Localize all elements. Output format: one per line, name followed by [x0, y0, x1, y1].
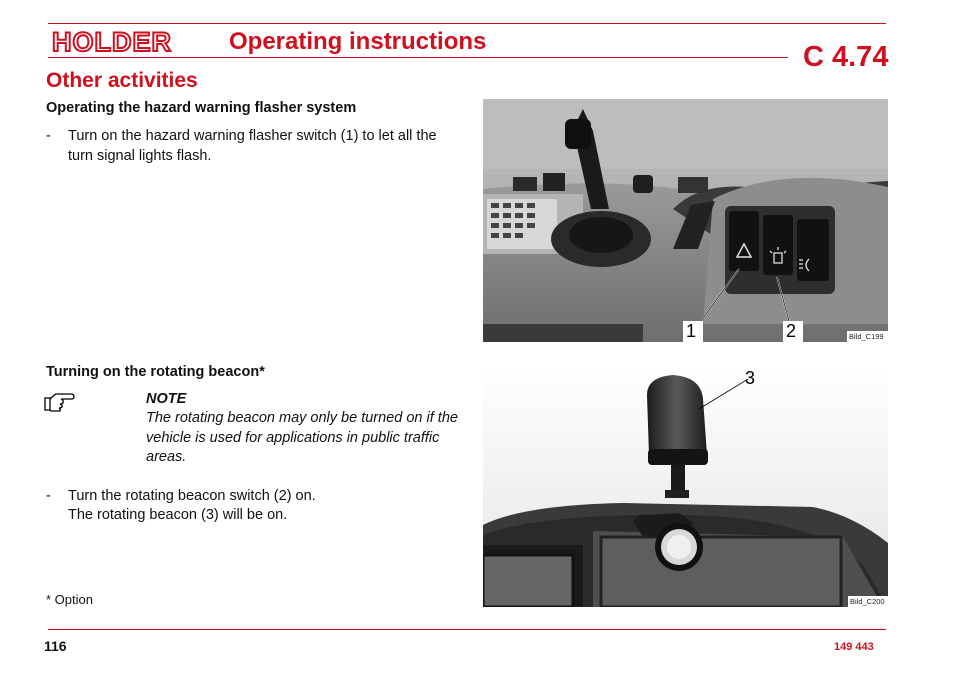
pointing-hand-icon	[44, 390, 78, 414]
document-number: 149 443	[834, 641, 874, 653]
page-title: Operating instructions	[229, 28, 487, 55]
rotating-beacon-photo	[483, 365, 888, 607]
callout-1: 1	[686, 321, 697, 341]
hazard-step-text: Turn on the hazard warning flasher switch (1) to let all the turn signal lights flash.	[68, 128, 437, 164]
beacon-bullet: -	[46, 488, 51, 504]
footer-rule	[48, 629, 886, 630]
hazard-bullet: -	[46, 128, 51, 144]
brand-logo: HOLDER	[52, 27, 172, 57]
footnote: * Option	[46, 592, 93, 607]
page-reference: C 4.74	[803, 41, 889, 73]
callout-2: 2	[786, 321, 797, 341]
header-top-rule	[48, 23, 886, 24]
hazard-heading: Operating the hazard warning flasher system	[46, 100, 357, 116]
callout-3: 3	[745, 368, 756, 388]
figure-caption: Bild_C200	[850, 597, 885, 606]
section-title: Other activities	[46, 69, 198, 92]
figure-caption: Bild_C199	[849, 332, 884, 341]
dashboard-switch-photo	[483, 99, 888, 342]
note-text: The rotating beacon may only be turned on if the vehicle is used for applications in public traffic areas.	[146, 410, 458, 465]
note-label: NOTE	[146, 391, 187, 407]
beacon-heading: Turning on the rotating beacon*	[46, 364, 265, 380]
page-number: 116	[44, 638, 67, 654]
beacon-step-line1: Turn the rotating beacon switch (2) on.	[68, 488, 316, 504]
header-bottom-rule	[48, 57, 788, 58]
beacon-step-line2: The rotating beacon (3) will be on.	[68, 507, 288, 523]
